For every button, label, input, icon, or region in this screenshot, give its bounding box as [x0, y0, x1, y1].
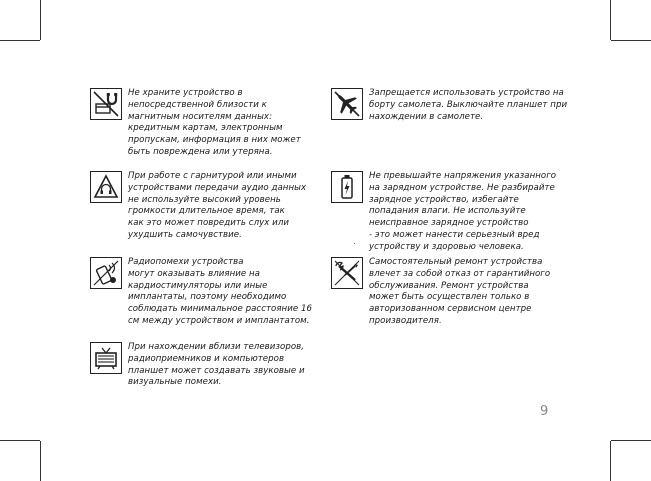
crop-mark [40, 0, 41, 40]
warning-charger [331, 171, 556, 254]
no-airplane-icon [331, 88, 363, 120]
crop-mark [40, 441, 41, 481]
warning-tv [90, 342, 305, 389]
headphones-warning-icon [90, 171, 122, 203]
pacemaker-interference-icon [90, 257, 122, 289]
warning-text: Не превышайте напряжения указанного на зарядном устройстве. Не разбирайте зарядное устройство, избегайте попадания влаги. Не используйте неисправное зарядное устройство - это может нанести серьезный вред устройству и здоровью человека. [369, 171, 557, 252]
charger-voltage-icon [331, 171, 363, 203]
warning-magnetic [90, 88, 301, 159]
crop-mark [0, 440, 40, 441]
print-speck [354, 243, 355, 244]
warning-text: Самостоятельный ремонт устройства влечет за собой отказ от гарантийного обслуживания. Ремонт устройства может быть осуществлен только в авторизованном сервисном центре производителя. [369, 257, 551, 326]
warning-headphones [90, 171, 306, 242]
warning-pacemaker [90, 257, 312, 328]
crop-mark [610, 0, 611, 40]
crop-mark [610, 441, 611, 481]
magnetic-card-icon [90, 88, 122, 120]
warning-text: Радиопомехи устройства могут оказывать влияние на кардиостимуляторы или иные имплантаты, поэтому необходимо соблюдать минимальное расстояние 16 см между устройством и имплантатом. [128, 257, 313, 326]
crop-mark [0, 40, 40, 41]
warning-text: При нахождении вблизи телевизоров, радиоприемников и компьютеров планшет может создавать звуковые и визуальные помехи. [128, 342, 305, 388]
no-self-repair-icon [331, 257, 363, 289]
tv-interference-icon [90, 342, 122, 374]
warning-airplane [331, 88, 567, 123]
warning-text: Запрещается использовать устройство на борту самолета. Выключайте планшет при нахождении в самолете. [369, 88, 568, 122]
page-number: 9 [540, 404, 549, 419]
crop-mark [611, 40, 651, 41]
warning-repair [331, 257, 550, 328]
crop-mark [611, 440, 651, 441]
warning-text: При работе с гарнитурой или иными устройствами передачи аудио данных не используйте высокий уровень громкости длительное время, так как это может повредить слух или ухудшить самочувствие. [128, 171, 307, 240]
warning-text: Не храните устройство в непосредственной близости к магнитным носителям данных: кредитным картам, электронным пропускам, информация в них может быть повреждена или утеряна. [128, 88, 301, 157]
